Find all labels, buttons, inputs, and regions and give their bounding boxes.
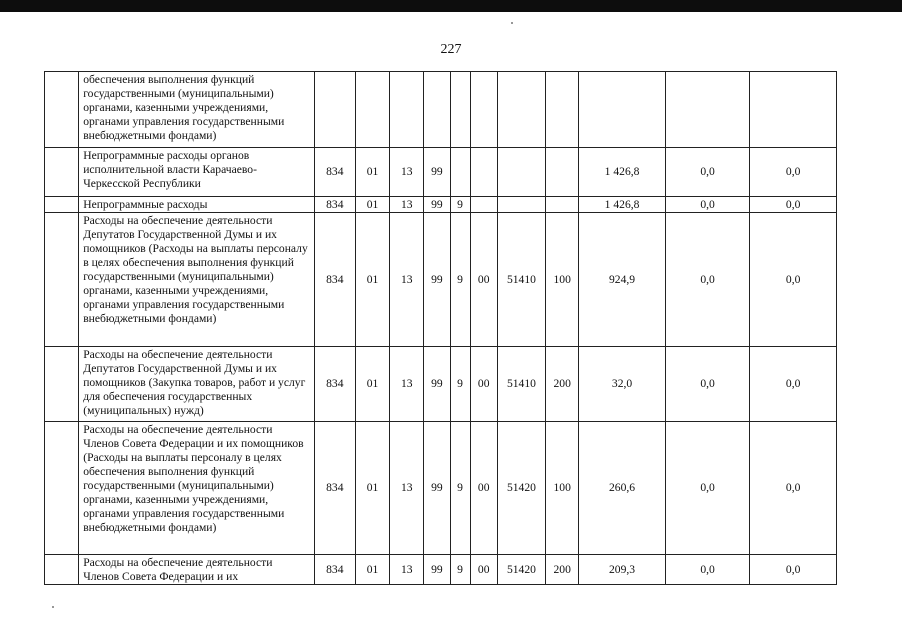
program-code-cell: 99 xyxy=(424,148,450,197)
section-code-cell xyxy=(355,72,389,148)
amount-1-cell: 1 426,8 xyxy=(579,148,666,197)
direction-code-cell: 00 xyxy=(470,555,497,585)
program-code-cell: 99 xyxy=(424,422,450,555)
expense-type-cell: 200 xyxy=(546,347,579,422)
ministry-code-cell: 834 xyxy=(314,148,355,197)
description-cell: Расходы на обеспечение деятельности Депутатов Государственной Думы и их помощников (Закупка товаров, работ и услуг для обеспечения государственных (муниципальных) нужд) xyxy=(79,347,314,422)
expense-code-cell: 51410 xyxy=(497,213,545,347)
subprogram-code-cell: 9 xyxy=(450,213,470,347)
direction-code-cell xyxy=(470,197,497,213)
ministry-code-cell: 834 xyxy=(314,347,355,422)
subsection-code-cell: 13 xyxy=(390,555,424,585)
scan-top-border xyxy=(0,0,902,12)
amount-3-cell: 0,0 xyxy=(750,213,837,347)
subsection-code-cell: 13 xyxy=(390,148,424,197)
expense-code-cell xyxy=(497,197,545,213)
table-row xyxy=(45,197,837,213)
program-code-cell: 99 xyxy=(424,555,450,585)
expense-type-cell: 100 xyxy=(546,213,579,347)
subprogram-code-cell: 9 xyxy=(450,347,470,422)
table-row xyxy=(45,72,837,148)
subsection-code-cell: 13 xyxy=(390,347,424,422)
row-index-cell xyxy=(45,422,79,555)
table-row xyxy=(45,148,837,197)
ministry-code-cell xyxy=(314,72,355,148)
section-code-cell: 01 xyxy=(355,148,389,197)
amount-3-cell: 0,0 xyxy=(750,197,837,213)
subprogram-code-cell: 9 xyxy=(450,422,470,555)
amount-3-cell xyxy=(750,72,837,148)
scan-speck xyxy=(511,22,513,24)
table-body xyxy=(45,72,837,585)
expense-type-cell xyxy=(546,148,579,197)
scan-speck xyxy=(52,606,54,608)
expense-code-cell xyxy=(497,72,545,148)
amount-3-cell: 0,0 xyxy=(750,422,837,555)
table-row xyxy=(45,555,837,585)
subsection-code-cell: 13 xyxy=(390,422,424,555)
description-cell: Расходы на обеспечение деятельности Депутатов Государственной Думы и их помощников (Расходы на выплаты персоналу в целях обеспечения выполнения функций государственными (муниципальными) органами, казенными учреждениями, органами управления государственными внебюджетными фондами) xyxy=(79,213,314,347)
description-cell: Непрограммные расходы xyxy=(79,197,314,213)
subsection-code-cell: 13 xyxy=(390,213,424,347)
amount-2-cell: 0,0 xyxy=(665,347,750,422)
description-cell: Расходы на обеспечение деятельности Членов Совета Федерации и их xyxy=(79,555,314,585)
direction-code-cell xyxy=(470,72,497,148)
amount-1-cell xyxy=(579,72,666,148)
budget-table xyxy=(44,71,837,585)
amount-1-cell: 32,0 xyxy=(579,347,666,422)
row-index-cell xyxy=(45,213,79,347)
amount-1-cell: 209,3 xyxy=(579,555,666,585)
expense-code-cell: 51420 xyxy=(497,422,545,555)
direction-code-cell xyxy=(470,148,497,197)
ministry-code-cell: 834 xyxy=(314,555,355,585)
row-index-cell xyxy=(45,72,79,148)
table-row xyxy=(45,347,837,422)
ministry-code-cell: 834 xyxy=(314,422,355,555)
program-code-cell: 99 xyxy=(424,347,450,422)
amount-2-cell: 0,0 xyxy=(665,213,750,347)
page-number: 227 xyxy=(440,42,462,57)
section-code-cell: 01 xyxy=(355,422,389,555)
subsection-code-cell: 13 xyxy=(390,197,424,213)
amount-2-cell xyxy=(665,72,750,148)
ministry-code-cell: 834 xyxy=(314,197,355,213)
table-row xyxy=(45,213,837,347)
expense-type-cell: 200 xyxy=(546,555,579,585)
direction-code-cell: 00 xyxy=(470,213,497,347)
description-cell: обеспечения выполнения функций государственными (муниципальными) органами, казенными учреждениями, органами управления государственными внебюджетными фондами) xyxy=(79,72,314,148)
amount-2-cell: 0,0 xyxy=(665,148,750,197)
description-cell: Непрограммные расходы органов исполнительной власти Карачаево-Черкесской Республики xyxy=(79,148,314,197)
subsection-code-cell xyxy=(390,72,424,148)
section-code-cell: 01 xyxy=(355,213,389,347)
direction-code-cell: 00 xyxy=(470,347,497,422)
amount-1-cell: 260,6 xyxy=(579,422,666,555)
amount-1-cell: 924,9 xyxy=(579,213,666,347)
amount-3-cell: 0,0 xyxy=(750,148,837,197)
expense-code-cell: 51420 xyxy=(497,555,545,585)
expense-code-cell xyxy=(497,148,545,197)
amount-1-cell: 1 426,8 xyxy=(579,197,666,213)
program-code-cell xyxy=(424,72,450,148)
expense-type-cell xyxy=(546,72,579,148)
subprogram-code-cell xyxy=(450,72,470,148)
amount-3-cell: 0,0 xyxy=(750,347,837,422)
amount-2-cell: 0,0 xyxy=(665,422,750,555)
row-index-cell xyxy=(45,555,79,585)
row-index-cell xyxy=(45,347,79,422)
section-code-cell: 01 xyxy=(355,197,389,213)
subprogram-code-cell xyxy=(450,148,470,197)
row-index-cell xyxy=(45,148,79,197)
program-code-cell: 99 xyxy=(424,213,450,347)
ministry-code-cell: 834 xyxy=(314,213,355,347)
amount-2-cell: 0,0 xyxy=(665,197,750,213)
expense-type-cell xyxy=(546,197,579,213)
description-cell: Расходы на обеспечение деятельности Членов Совета Федерации и их помощников (Расходы на выплаты персоналу в целях обеспечения выполнения функций государственными (муниципальными) органами, казенными учреждениями, органами управления государственными внебюджетными фондами) xyxy=(79,422,314,555)
subprogram-code-cell: 9 xyxy=(450,555,470,585)
section-code-cell: 01 xyxy=(355,347,389,422)
direction-code-cell: 00 xyxy=(470,422,497,555)
expense-type-cell: 100 xyxy=(546,422,579,555)
table-row xyxy=(45,422,837,555)
section-code-cell: 01 xyxy=(355,555,389,585)
amount-3-cell: 0,0 xyxy=(750,555,837,585)
program-code-cell: 99 xyxy=(424,197,450,213)
row-index-cell xyxy=(45,197,79,213)
expense-code-cell: 51410 xyxy=(497,347,545,422)
amount-2-cell: 0,0 xyxy=(665,555,750,585)
subprogram-code-cell: 9 xyxy=(450,197,470,213)
